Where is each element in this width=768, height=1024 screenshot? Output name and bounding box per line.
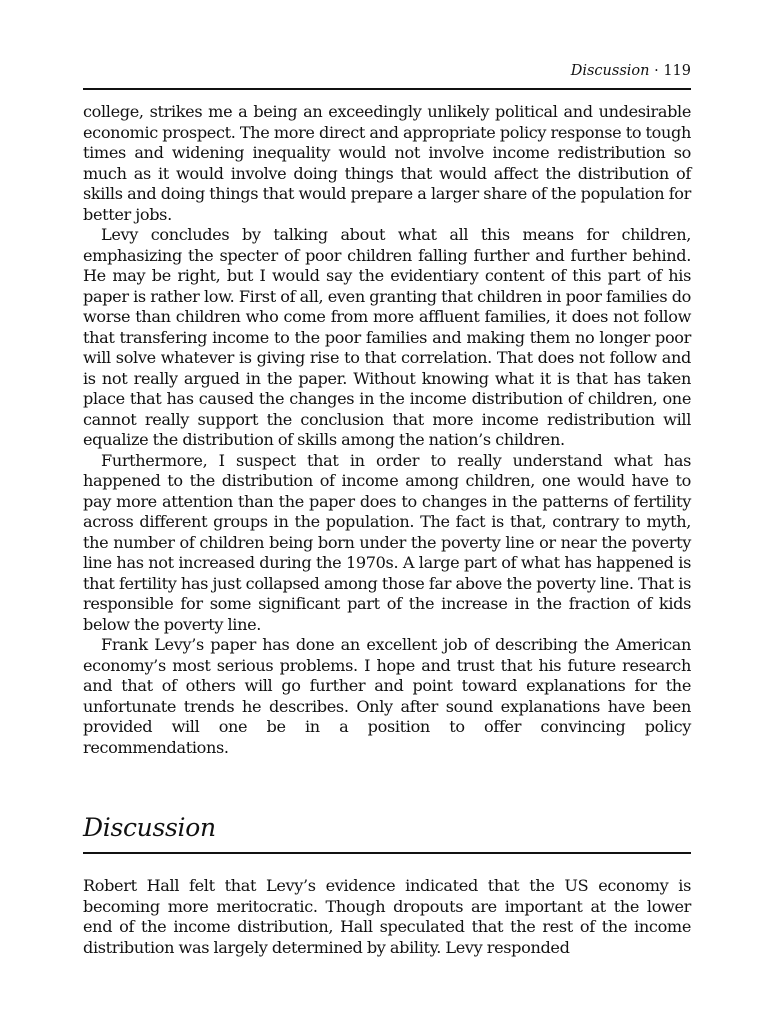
- paragraph-levy-children: Levy concludes by talking about what all this means for children, emphasizing the specter of poor children falling further and further behind. He may be right, but I would say the evidentiary content of this part of his paper is rather low. First of all, even granting that children in poor families do worse than children who come from more affluent families, it does not follow that transfering income to the poor families and making them no longer poor will solve whatever is giving rise to that correlation. That does not follow and is not really argued in the paper. Without knowing what it is that has taken place that has caused the changes in the income distribution of children, one cannot really support the conclusion that more income redistribution will equalize the distribution of skills among the nation’s children.: [83, 225, 691, 449]
- section-heading: Discussion: [83, 813, 216, 842]
- paragraph-conclusion: Frank Levy’s paper has done an excellent job of describing the American economy’s most serious problems. I hope and trust that his future research and that of others will go further and point toward explanations for the unfortunate trends he describes. Only after sound explanations have been provided will one be in a position to offer convincing policy recommendations.: [83, 635, 691, 757]
- discussion-paragraph: Robert Hall felt that Levy’s evidence indicated that the US economy is becoming more meritocratic. Though dropouts are important at the lower end of the income distribution, Hall speculated that the rest of the income distribution was largely determined by ability. Levy responded: [83, 876, 691, 957]
- paragraph-continuation: college, strikes me a being an exceedingly unlikely political and undesirable economic prospect. The more direct and appropriate policy response to tough times and widening inequality would not involve income redistribution so much as it would involve doing things that would affect the distribution of skills and doing things that would prepare a larger share of the population for better jobs.: [83, 102, 691, 224]
- running-head-title: Discussion: [570, 63, 650, 79]
- book-page: [83, 0, 691, 1024]
- header-rule: [83, 88, 691, 90]
- running-head-separator: ·: [649, 63, 664, 79]
- section-rule: [83, 852, 691, 854]
- discussion-text: [83, 876, 691, 958]
- page-number: 119: [663, 63, 691, 79]
- running-head: [571, 62, 691, 80]
- paragraph-fertility: Furthermore, I suspect that in order to really understand what has happened to the distribution of income among children, one would have to pay more attention than the paper does to changes in the patterns of fertility across different groups in the population. The fact is that, contrary to myth, the number of children being born under the poverty line or near the poverty line has not increased during the 1970s. A large part of what has happened is that fertility has just collapsed among those far above the poverty line. That is responsible for some significant part of the increase in the fraction of kids below the poverty line.: [83, 450, 691, 634]
- body-text: [83, 102, 691, 758]
